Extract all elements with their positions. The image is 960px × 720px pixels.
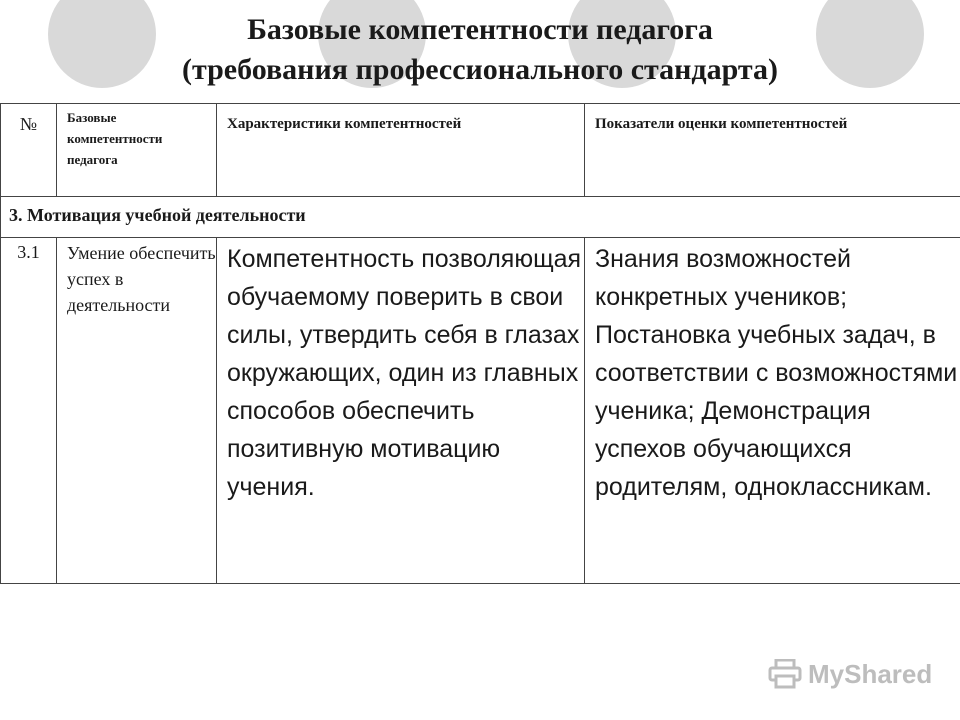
table-row <box>1 238 960 584</box>
row-characteristic: Компетентность позволяющая обучаемому поверить в свои силы, утвердить себя в глазах окружающих, один из главных способов обеспечить позитивную мотивацию учения. <box>217 238 585 584</box>
header-base-competence: Базовые компетентности педагога <box>57 104 217 197</box>
row-indicators: Знания возможностей конкретных учеников; Постановка учебных задач, в соответствии с возможностями ученика; Демонстрация успехов обучающихся родителям, одноклассникам. <box>585 238 960 584</box>
header-characteristics: Характеристики компетентностей <box>217 104 585 197</box>
section-row <box>1 197 960 238</box>
section-title: 3. Мотивация учебной деятельности <box>1 197 960 238</box>
competency-table <box>0 103 960 584</box>
slide-title <box>0 10 960 90</box>
watermark-logo <box>768 656 932 692</box>
row-number: 3.1 <box>1 238 57 584</box>
printer-icon <box>768 659 802 689</box>
title-line-1: Базовые компетентности педагога <box>247 13 713 46</box>
row-skill: Умение обеспечить успех в деятельности <box>57 238 217 584</box>
table-header-row <box>1 104 960 197</box>
header-num: № <box>1 104 57 197</box>
header-indicators: Показатели оценки компетентностей <box>585 104 960 197</box>
watermark-text: MyShared <box>808 658 933 689</box>
title-line-2: (требования профессионального стандарта) <box>182 53 778 86</box>
